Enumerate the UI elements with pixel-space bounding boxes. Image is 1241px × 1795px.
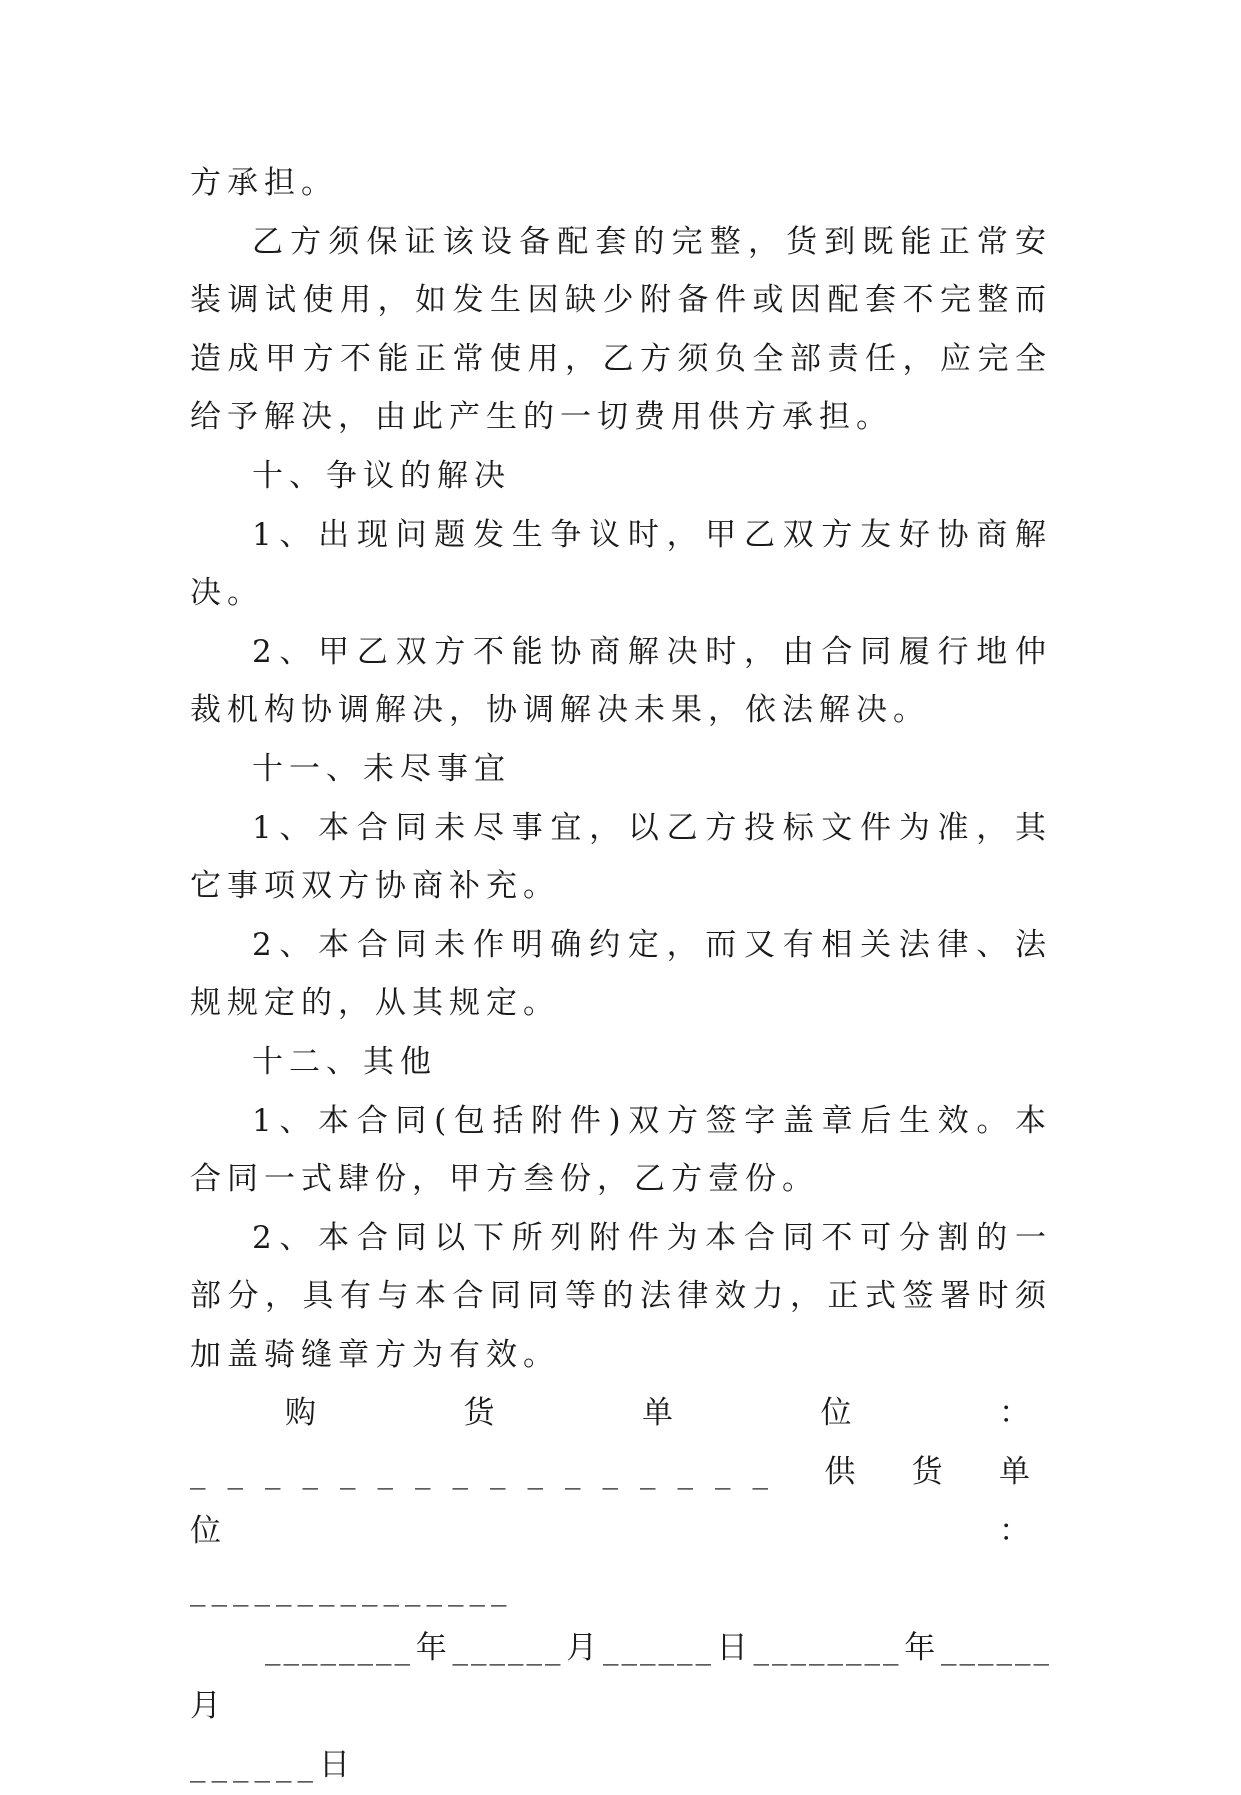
paragraph-dispute-2: 2、甲乙双方不能协商解决时，由合同履行地仲裁机构协调解决，协调解决未果，依法解决。 xyxy=(190,633,1052,729)
paragraph-equipment-completeness: 乙方须保证该设备配套的完整，货到既能正常安装调试使用，如发生因缺少附备件或因配套不完整而造成甲方不能正常使用，乙方须负全部责任，应完全给予解决，由此产生的一切费用供方承担。 xyxy=(190,223,1052,436)
date-line: ________年______月______日________年______月 xyxy=(190,1629,1052,1725)
date-line-continuation: ______日 xyxy=(190,1747,356,1784)
section-heading-dispute: 十、争议的解决 xyxy=(252,457,511,494)
paragraph-unsettled-1: 1、本合同未尽事宜，以乙方投标文件为准，其它事项双方协商补充。 xyxy=(190,809,1052,905)
paragraph-other-1: 1、本合同(包括附件)双方签字盖章后生效。本合同一式肆份，甲方叁份，乙方壹份。 xyxy=(190,1102,1052,1198)
signature-line: 购货单位：________________供货单位： xyxy=(190,1395,1052,1549)
paragraph-unsettled-2: 2、本合同未作明确约定，而又有相关法律、法规规定的，从其规定。 xyxy=(190,926,1052,1022)
paragraph-other-2: 2、本合同以下所列附件为本合同不可分割的一部分，具有与本合同同等的法律效力，正式签署时须加盖骑缝章方为有效。 xyxy=(190,1219,1052,1373)
document-body xyxy=(190,154,1052,1795)
section-heading-other: 十二、其他 xyxy=(252,1043,437,1080)
signature-line-continuation: _______________ xyxy=(190,1571,513,1608)
section-heading-unsettled: 十一、未尽事宜 xyxy=(252,750,511,787)
paragraph-dispute-1: 1、出现问题发生争议时，甲乙双方友好协商解决。 xyxy=(190,516,1052,612)
paragraph-continuation: 方承担。 xyxy=(190,165,338,201)
